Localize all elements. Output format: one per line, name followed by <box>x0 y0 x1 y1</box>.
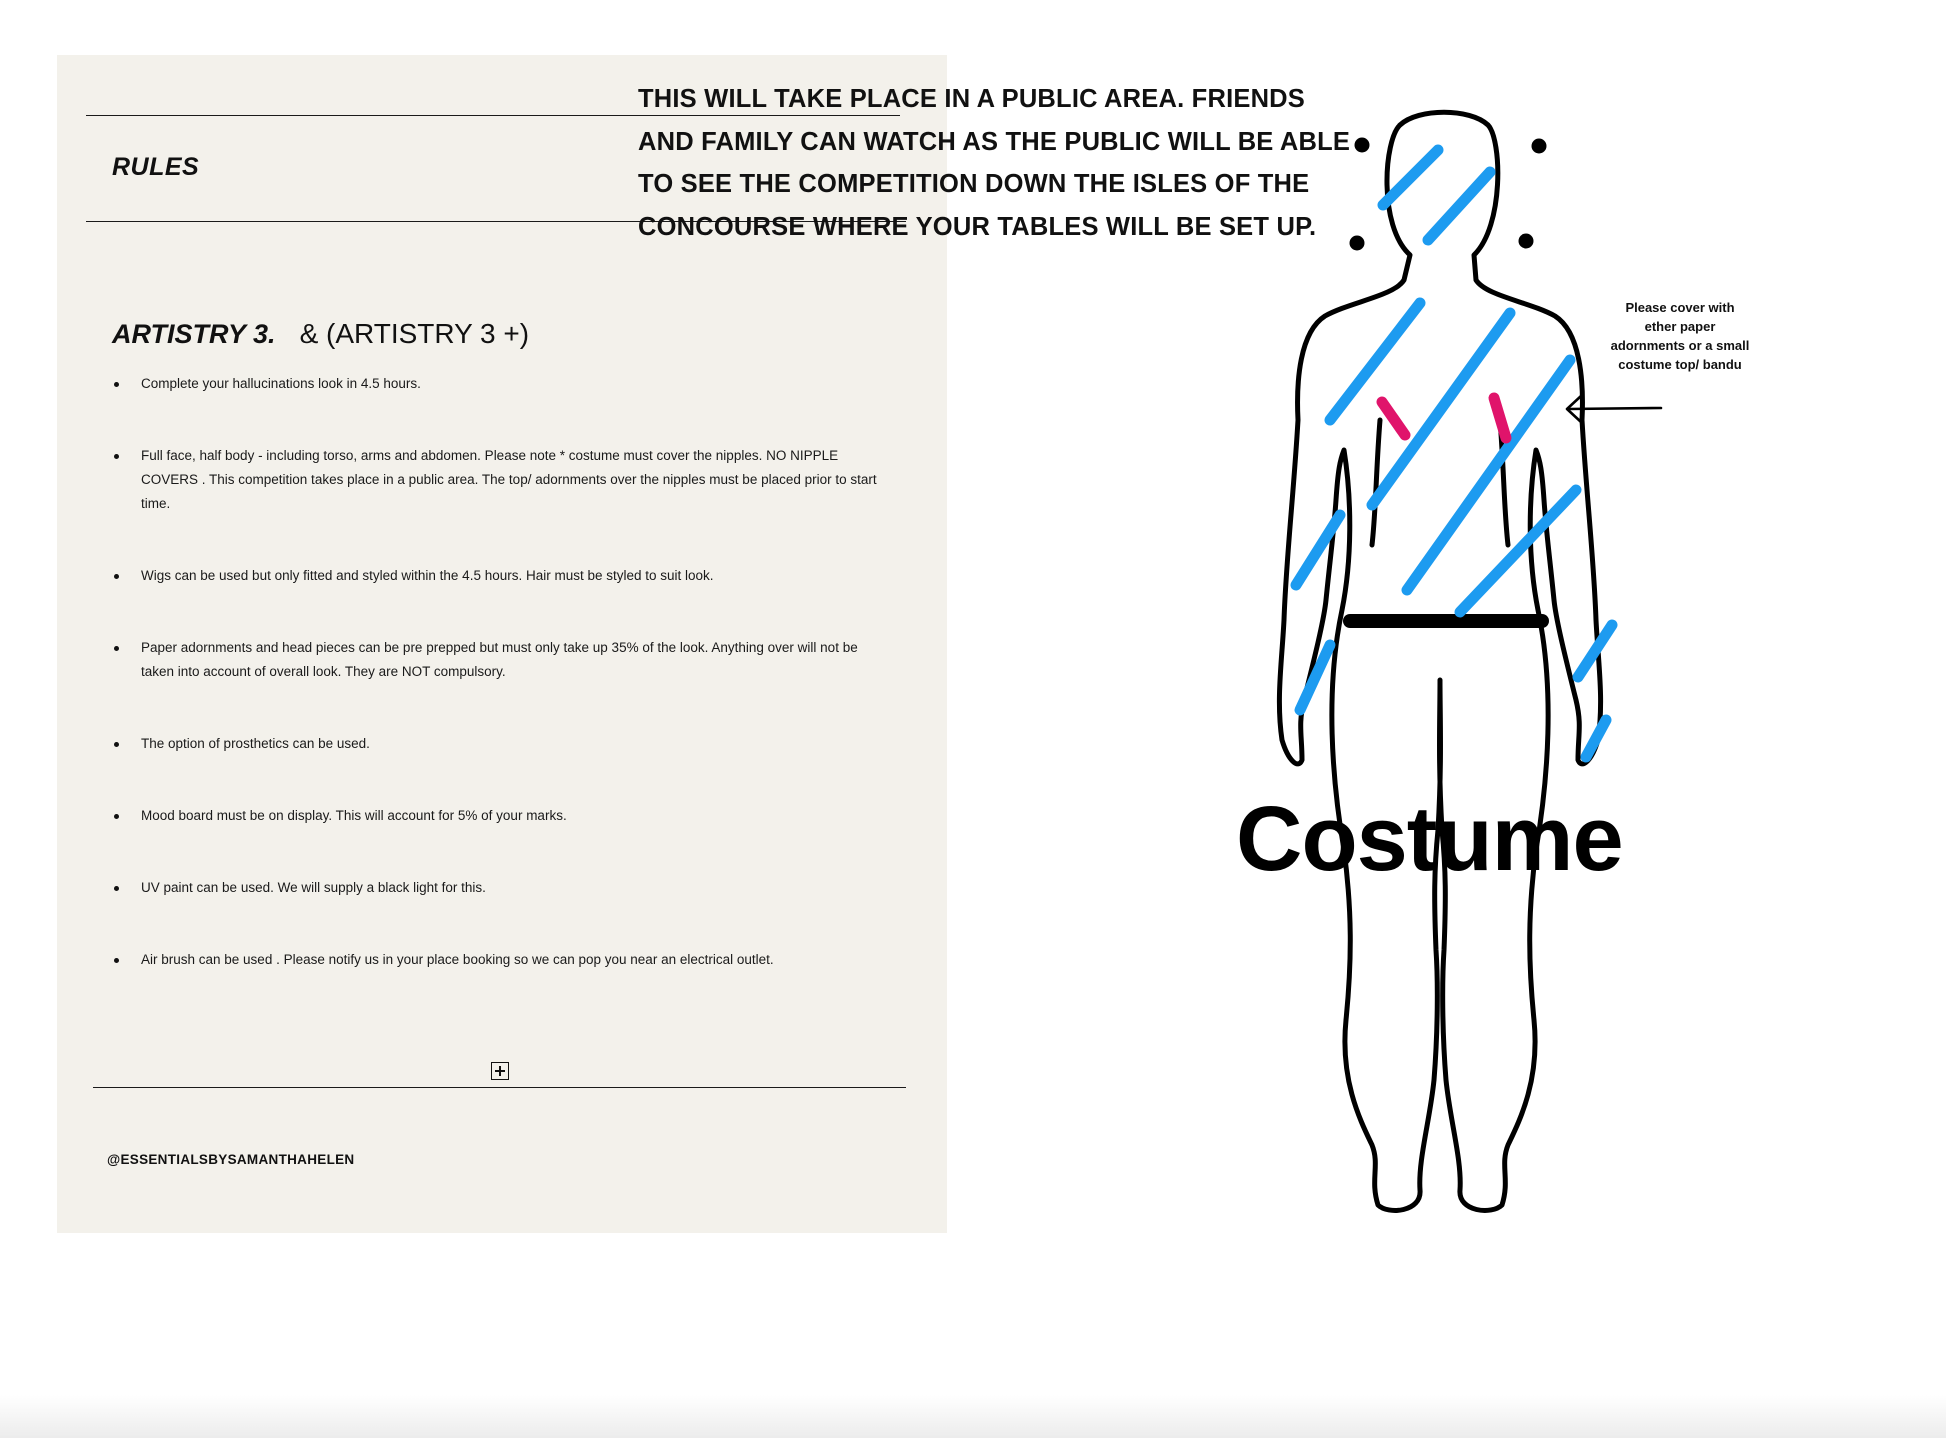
cover-note <box>1590 298 1770 374</box>
cover-note-line: Please cover with <box>1625 300 1735 315</box>
costume-label: Costume <box>1236 788 1623 890</box>
bottom-shadow <box>0 1395 1946 1438</box>
rule-item <box>110 804 890 828</box>
rules-title: RULES <box>112 153 200 181</box>
rule-text: Air brush can be used . Please notify us in your place booking so we can pop you near an electrical outlet. <box>141 952 774 967</box>
sparkle-dots <box>1350 138 1547 251</box>
rule-item <box>110 564 890 588</box>
rule-item <box>110 636 890 684</box>
footer-divider <box>93 1087 906 1088</box>
rule-item <box>110 948 890 972</box>
footer-handle: @ESSENTIALSBYSAMANTHAHELEN <box>107 1152 355 1167</box>
bullet-icon <box>114 454 119 459</box>
body-outline-figure <box>1240 100 1760 1225</box>
rule-item <box>110 372 890 396</box>
rule-text: The option of prosthetics can be used. <box>141 736 370 751</box>
rule-text: Complete your hallucinations look in 4.5 hours. <box>141 376 421 391</box>
rule-text: Paper adornments and head pieces can be pre prepped but must only take up 35% of the look. Anything over will not be taken into account of overall look. They are NOT compulsory. <box>141 640 858 679</box>
notice-line: TO SEE THE COMPETITION DOWN THE ISLES OF THE <box>638 170 1310 198</box>
rule-item <box>110 732 890 756</box>
cover-note-line: ether paper <box>1644 319 1716 334</box>
rule-item <box>110 444 890 516</box>
rule-text: Wigs can be used but only fitted and styled within the 4.5 hours. Hair must be styled to suit look. <box>141 568 714 583</box>
rule-text: Mood board must be on display. This will account for 5% of your marks. <box>141 808 567 823</box>
bullet-icon <box>114 574 119 579</box>
section-heading <box>112 318 529 350</box>
rule-text: UV paint can be used. We will supply a black light for this. <box>141 880 486 895</box>
notice-line: THIS WILL TAKE PLACE IN A PUBLIC AREA. FRIENDS <box>638 85 1306 113</box>
rule-item <box>110 876 890 900</box>
section-heading-main: ARTISTRY 3. <box>112 319 276 349</box>
bullet-icon <box>114 742 119 747</box>
bullet-icon <box>114 886 119 891</box>
bullet-icon <box>114 646 119 651</box>
section-heading-extra: & (ARTISTRY 3 +) <box>299 318 530 349</box>
add-box-icon[interactable] <box>491 1062 509 1080</box>
bullet-icon <box>114 814 119 819</box>
notice-line: AND FAMILY CAN WATCH AS THE PUBLIC WILL BE ABLE <box>638 127 1351 156</box>
bullet-icon <box>114 382 119 387</box>
notice-line: CONCOURSE WHERE YOUR TABLES WILL BE SET UP. <box>638 212 1317 241</box>
rules-list <box>110 372 890 1020</box>
cover-note-line: costume top/ bandu <box>1618 357 1742 372</box>
cover-note-line: adornments or a small <box>1610 338 1750 353</box>
bullet-icon <box>114 958 119 963</box>
rule-text: Full face, half body - including torso, arms and abdomen. Please note * costume must cover the nipples. NO NIPPLE COVERS . This competition takes place in a public area. The top/ adornments over the nipples must be placed prior to start time. <box>141 448 877 511</box>
